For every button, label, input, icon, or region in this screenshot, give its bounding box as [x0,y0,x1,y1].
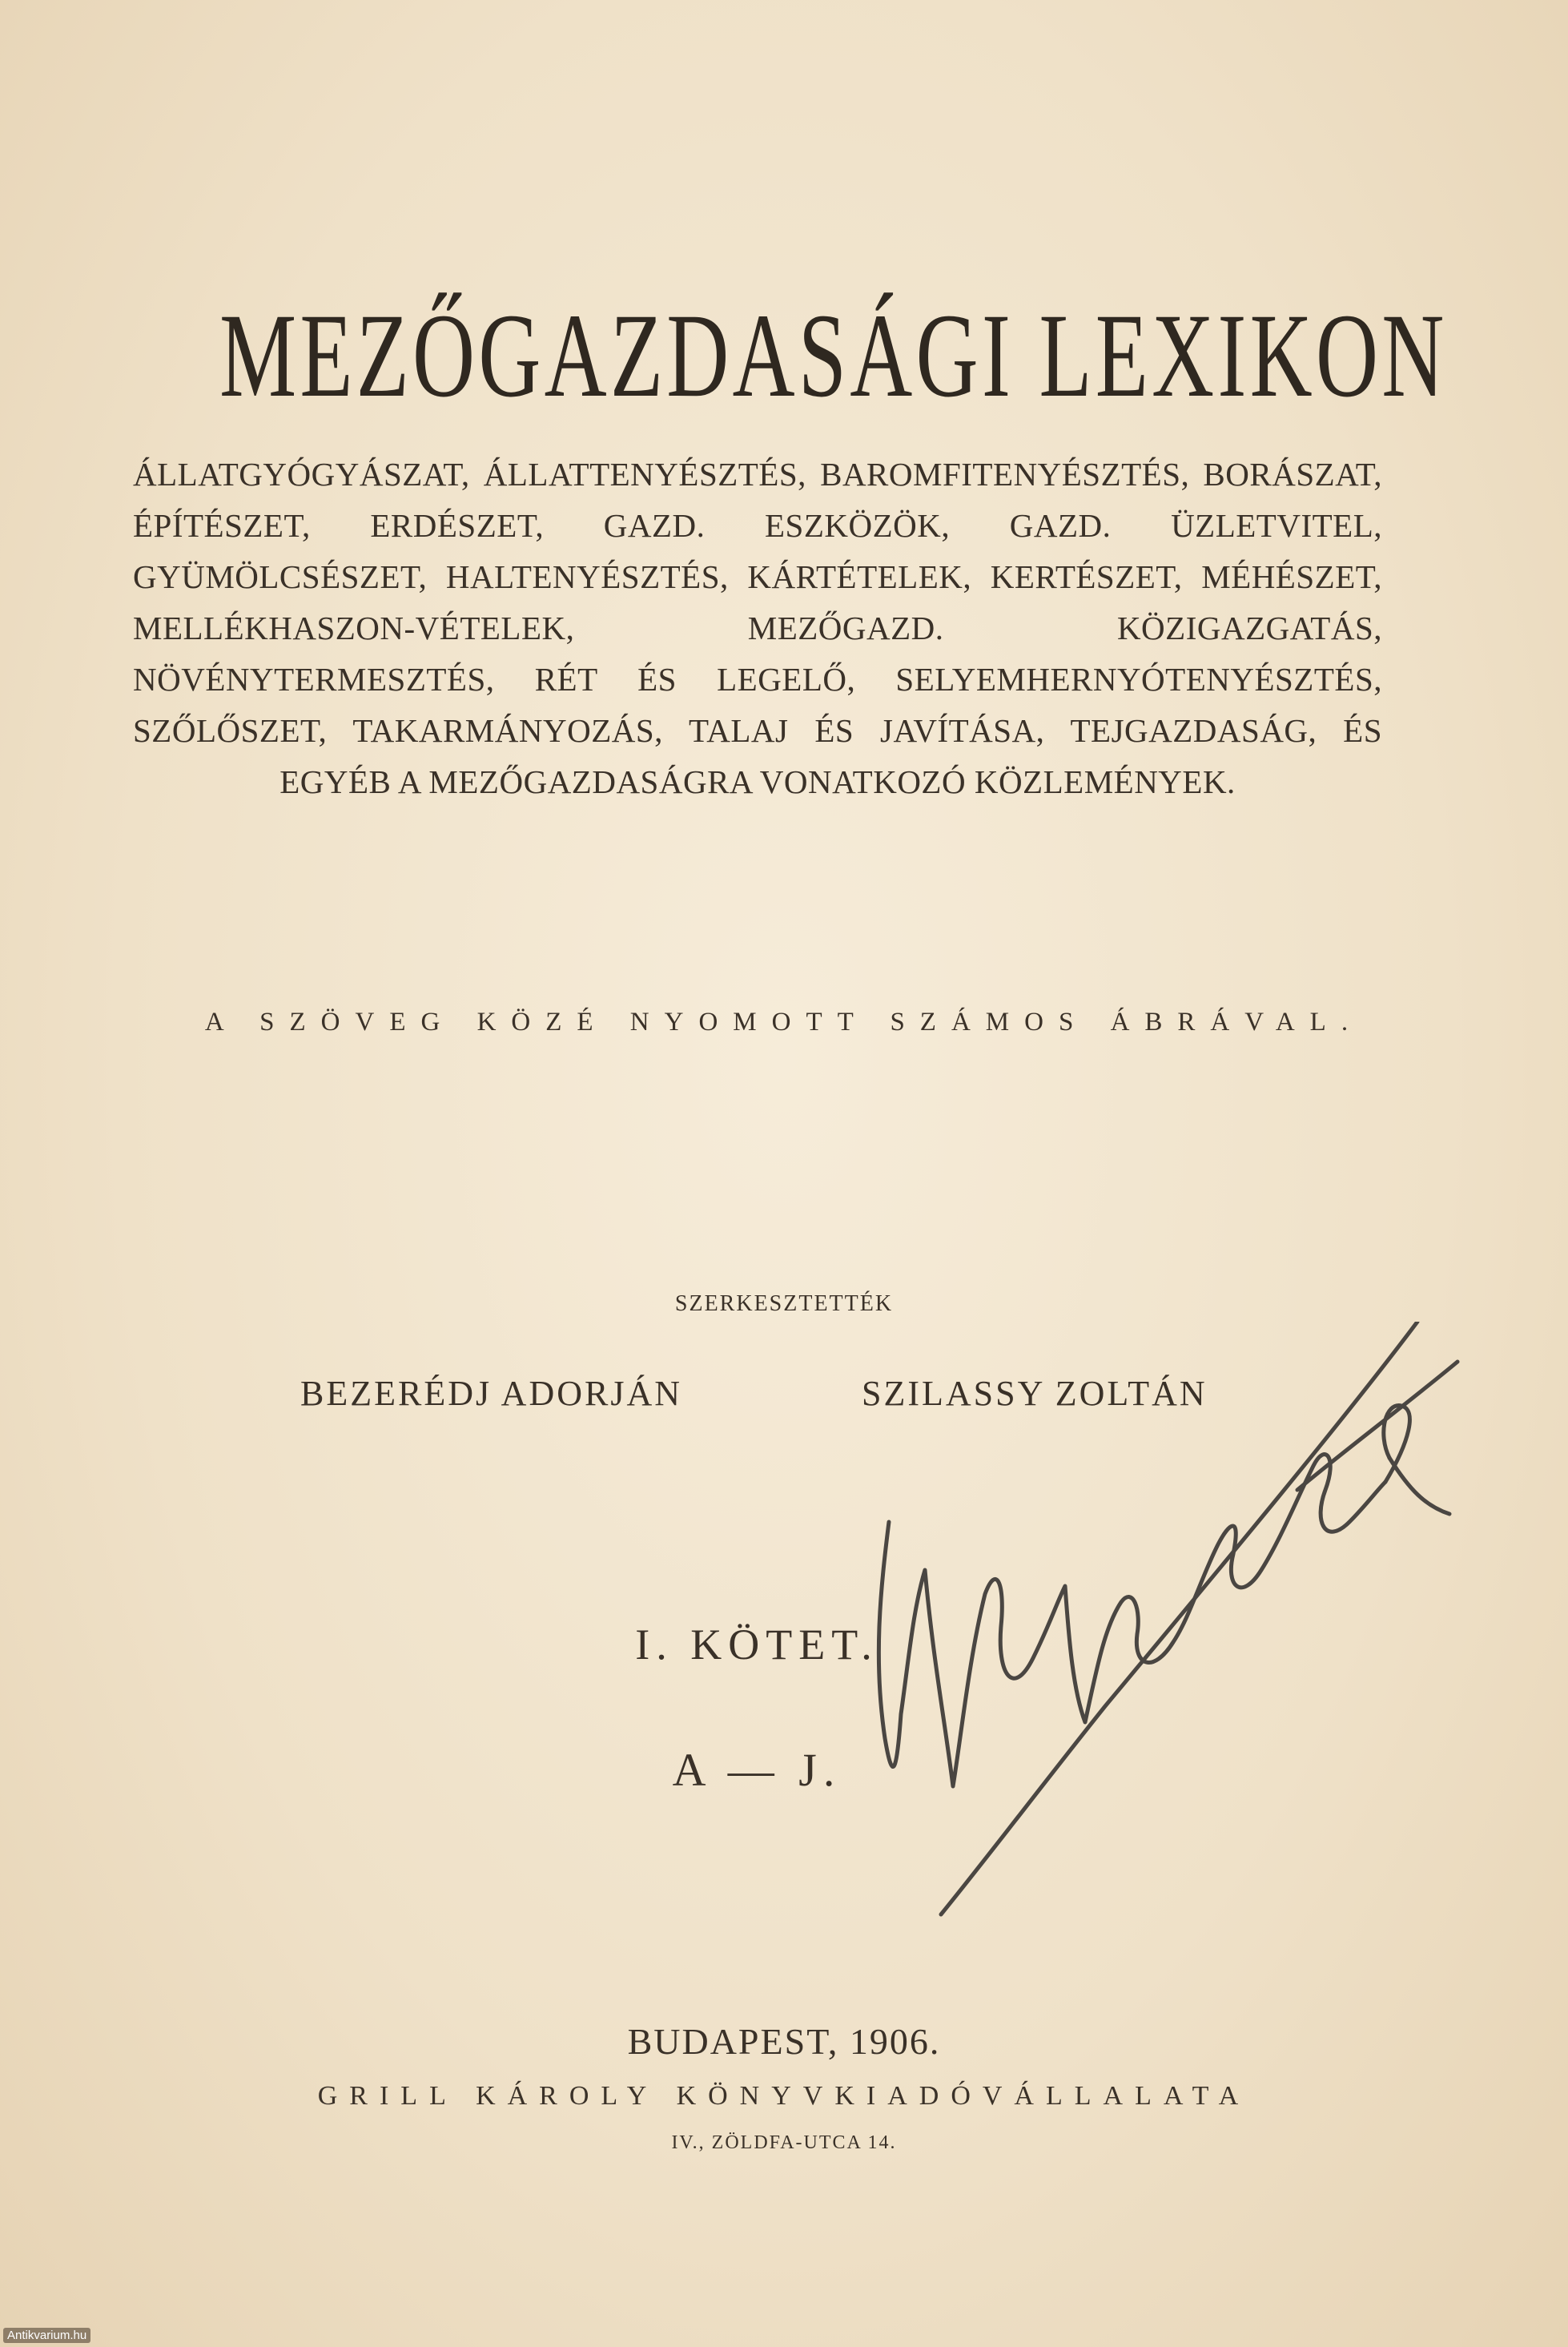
watermark: Antikvarium.hu [3,2328,90,2343]
editor-name-2: SZILASSY ZOLTÁN [862,1374,1208,1413]
subject-list: ÁLLATGYÓGYÁSZAT, ÁLLATTENYÉSZTÉS, BAROMFITENYÉSZTÉS, BORÁSZAT, ÉPÍTÉSZET, ERDÉSZET, GAZD. ESZKÖZÖK, GAZD. ÜZLETVITEL, GYÜMÖLCSÉSZET, HALTENYÉSZTÉS, KÁRTÉTELEK, KERTÉSZET, MÉHÉSZET, MELLÉKHASZON-VÉTELEK, MEZŐGAZD. KÖZIGAZGATÁS, NÖVÉNYTERMESZTÉS, RÉT ÉS LEGELŐ, SELYEMHERNYÓTENYÉSZTÉS, SZŐLŐSZET, TAKARMÁNYOZÁS, TALAJ ÉS JAVÍTÁSA, TEJGAZDASÁG, ÉS EGYÉB A MEZŐGAZDASÁGRA VONATKOZÓ KÖZLEMÉNYEK. [133,456,1382,800]
volume-range: A — J. [672,1744,842,1796]
edited-by-label: SZERKESZTETTÉK [674,1291,894,1316]
city-year: BUDAPEST, 1906. [627,2021,941,2062]
handwritten-signature [865,1322,1506,1963]
publisher-address: IV., ZÖLDFA-UTCA 14. [671,2132,897,2153]
illustrations-note: A SZÖVEG KÖZÉ NYOMOTT SZÁMOS ÁBRÁVAL. [204,1008,1364,1037]
page-title: MEZŐGAZDASÁGI LEXIKON [219,288,1448,422]
publisher-name: GRILL KÁROLY KÖNYVKIADÓVÁLLALATA [317,2081,1251,2111]
volume-label: I. KÖTET. [635,1620,878,1669]
editor-name-1: BEZERÉDJ ADORJÁN [300,1374,683,1413]
